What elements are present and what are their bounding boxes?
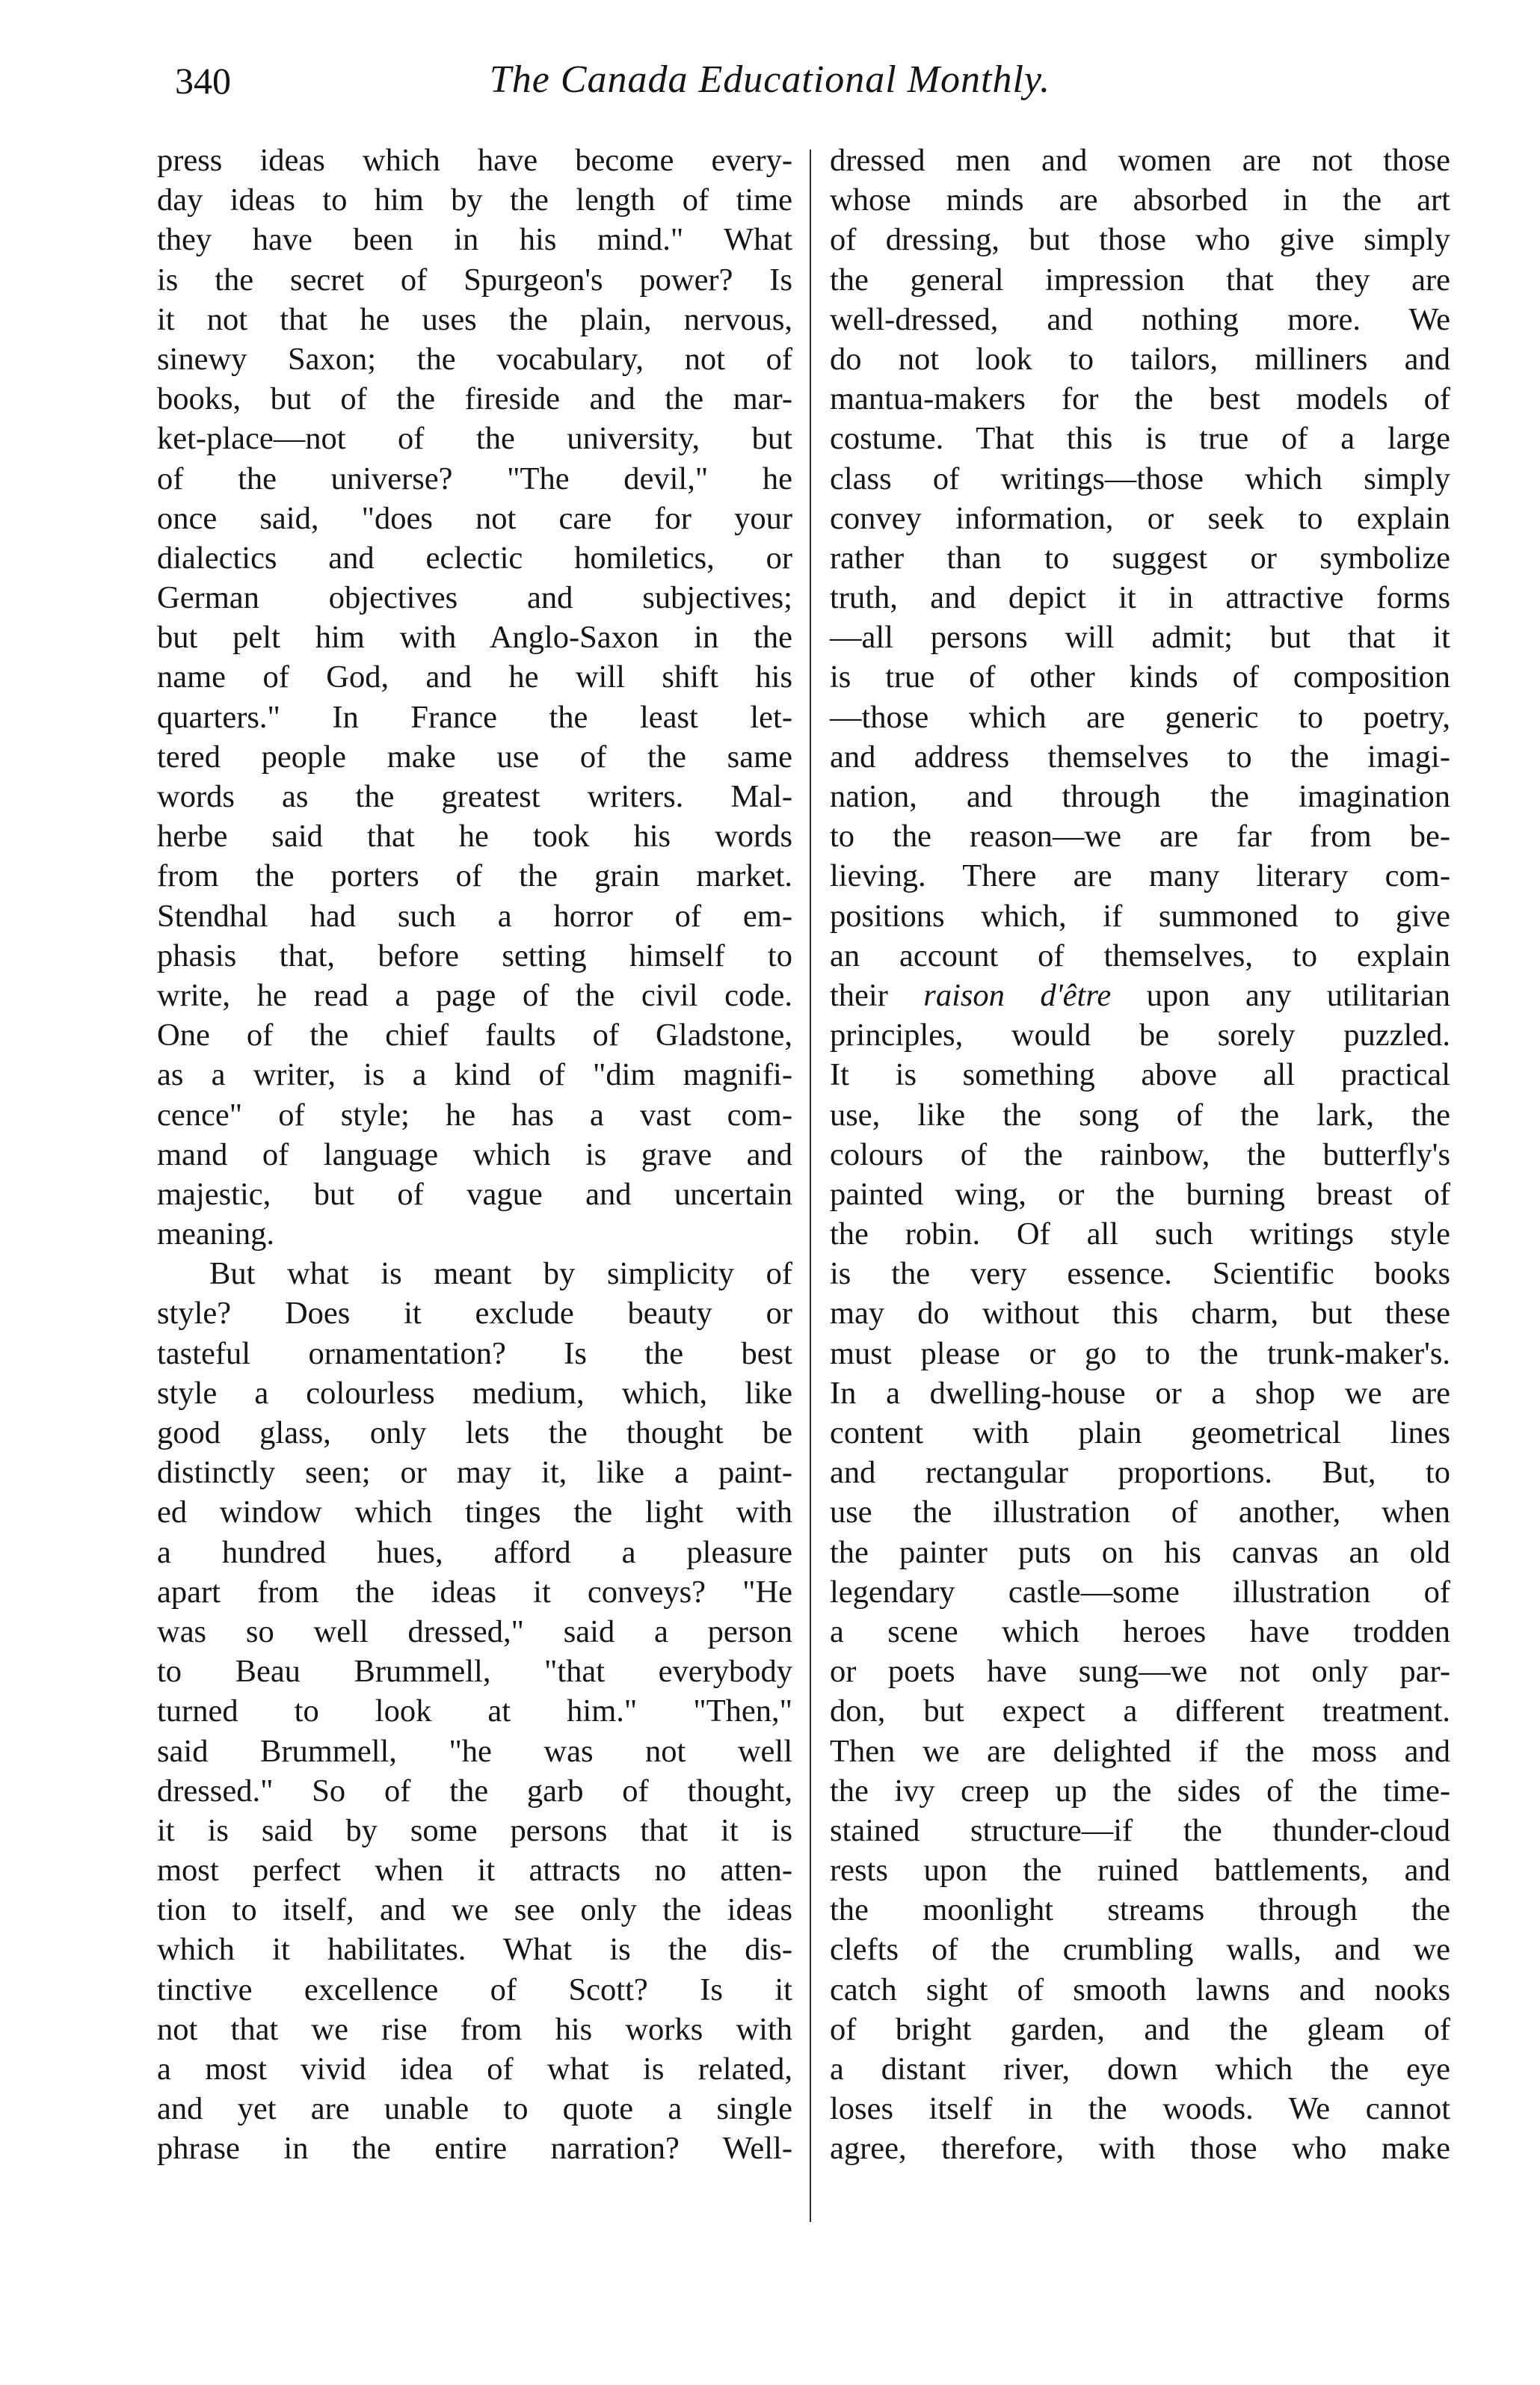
text-line: legendary castle—some illustration of — [830, 1574, 1450, 1610]
text-line: well-dressed, and nothing more. We — [830, 301, 1450, 337]
text-line: and address themselves to the imagi- — [830, 739, 1450, 775]
text-line: German objectives and subjectives; — [157, 580, 792, 616]
text-line: not that we rise from his works with — [157, 2011, 792, 2047]
text-line: the ivy creep up the sides of the time- — [830, 1773, 1450, 1809]
text-line: good glass, only lets the thought be — [157, 1415, 792, 1450]
text-line: dialectics and eclectic homiletics, or — [157, 540, 792, 576]
text-line: clefts of the crumbling walls, and we — [830, 1932, 1450, 1968]
text-line: name of God, and he will shift his — [157, 659, 792, 695]
text-line: rests upon the ruined battlements, and — [830, 1853, 1450, 1889]
text-line: colours of the rainbow, the butterfly's — [830, 1136, 1450, 1172]
text-line: write, he read a page of the civil code. — [157, 977, 792, 1013]
text-line: the robin. Of all such writings style — [830, 1216, 1450, 1252]
text-line: It is something above all practical — [830, 1057, 1450, 1093]
text-line: tion to itself, and we see only the ideas — [157, 1892, 792, 1928]
text-line: —all persons will admit; but that it — [830, 620, 1450, 656]
text-line: agree, therefore, with those who make — [830, 2131, 1450, 2167]
text-line: to Beau Brummell, "that everybody — [157, 1654, 792, 1690]
text-line: meaning. — [157, 1216, 274, 1252]
text-line: dressed men and women are not those — [830, 143, 1450, 178]
text-line: apart from the ideas it conveys? "He — [157, 1574, 792, 1610]
text-line: an account of themselves, to explain — [830, 938, 1450, 973]
text-line: is the secret of Spurgeon's power? Is — [157, 262, 792, 298]
text-line: most perfect when it attracts no atten- — [157, 1853, 792, 1889]
text-line: their raison d'être upon any utilitarian — [830, 977, 1450, 1013]
text-line: class of writings—those which simply — [830, 461, 1450, 496]
text-line: Stendhal had such a horror of em- — [157, 898, 792, 934]
text-line: truth, and depict it in attractive forms — [830, 580, 1450, 616]
text-line: must please or go to the trunk-maker's. — [830, 1335, 1450, 1371]
text-line: tasteful ornamentation? Is the best — [157, 1335, 792, 1371]
text-line: use the illustration of another, when — [830, 1495, 1450, 1530]
text-line: of dressing, but those who give simply — [830, 222, 1450, 258]
right-column — [830, 141, 1450, 2169]
running-title: The Canada Educational Monthly. — [489, 58, 1051, 101]
text-line: lieving. There are many literary com- — [830, 858, 1450, 894]
text-line: the moonlight streams through the — [830, 1892, 1450, 1928]
text-line: Then we are delighted if the moss and — [830, 1733, 1450, 1769]
text-line: style? Does it exclude beauty or — [157, 1296, 792, 1332]
text-line: distinctly seen; or may it, like a paint- — [157, 1455, 792, 1491]
text-line: they have been in his mind." What — [157, 222, 792, 258]
text-line: from the porters of the grain market. — [157, 858, 792, 894]
text-line: to the reason—we are far from be- — [830, 819, 1450, 855]
column-divider — [810, 150, 811, 2222]
text-line: and rectangular proportions. But, to — [830, 1455, 1450, 1491]
text-line: herbe said that he took his words — [157, 819, 792, 855]
text-line: convey information, or seek to explain — [830, 500, 1450, 536]
text-line: is the very essence. Scientific books — [830, 1256, 1450, 1292]
text-line: ed window which tinges the light with — [157, 1495, 792, 1530]
text-line: principles, would be sorely puzzled. — [830, 1018, 1450, 1053]
left-column — [157, 141, 792, 2169]
text-line: the painter puts on his canvas an old — [830, 1534, 1450, 1570]
text-line: content with plain geometrical lines — [830, 1415, 1450, 1450]
text-line: of bright garden, and the gleam of — [830, 2011, 1450, 2047]
text-line: ket-place—not of the university, but — [157, 421, 792, 457]
text-line: painted wing, or the burning breast of — [830, 1176, 1450, 1212]
text-line: catch sight of smooth lawns and nooks — [830, 1972, 1450, 2007]
text-line: positions which, if summoned to give — [830, 898, 1450, 934]
text-line: is true of other kinds of composition — [830, 659, 1450, 695]
page-number: 340 — [175, 60, 231, 102]
text-line: the general impression that they are — [830, 262, 1450, 298]
text-line: may do without this charm, but these — [830, 1296, 1450, 1332]
text-line: day ideas to him by the length of time — [157, 182, 792, 218]
text-line: it not that he uses the plain, nervous, — [157, 301, 792, 337]
text-line: loses itself in the woods. We cannot — [830, 2091, 1450, 2127]
text-line: nation, and through the imagination — [830, 779, 1450, 814]
text-line: phasis that, before setting himself to — [157, 938, 792, 973]
text-line: a hundred hues, afford a pleasure — [157, 1534, 792, 1570]
text-line: mantua-makers for the best models of — [830, 381, 1450, 417]
text-line: was so well dressed," said a person — [157, 1613, 792, 1649]
text-line: a scene which heroes have trodden — [830, 1613, 1450, 1649]
text-line: sinewy Saxon; the vocabulary, not of — [157, 341, 792, 377]
text-line: do not look to tailors, milliners and — [830, 341, 1450, 377]
text-line: said Brummell, "he was not well — [157, 1733, 792, 1769]
text-line: a distant river, down which the eye — [830, 2052, 1450, 2087]
text-line: costume. That this is true of a large — [830, 421, 1450, 457]
text-line: —those which are generic to poetry, — [830, 699, 1450, 735]
text-line: books, but of the fireside and the mar- — [157, 381, 792, 417]
text-line: it is said by some persons that it is — [157, 1812, 792, 1848]
text-line: One of the chief faults of Gladstone, — [157, 1018, 792, 1053]
text-line: cence" of style; he has a vast com- — [157, 1097, 792, 1133]
text-line: tinctive excellence of Scott? Is it — [157, 1972, 792, 2007]
text-line: once said, "does not care for your — [157, 500, 792, 536]
text-line: mand of language which is grave and — [157, 1136, 792, 1172]
text-line: In a dwelling-house or a shop we are — [830, 1375, 1450, 1411]
text-line: use, like the song of the lark, the — [830, 1097, 1450, 1133]
text-line: whose minds are absorbed in the art — [830, 182, 1450, 218]
text-line: but pelt him with Anglo-Saxon in the — [157, 620, 792, 656]
text-line: words as the greatest writers. Mal- — [157, 779, 792, 814]
text-line: tered people make use of the same — [157, 739, 792, 775]
text-line: as a writer, is a kind of "dim magnifi- — [157, 1057, 792, 1093]
text-line: quarters." In France the least let- — [157, 699, 792, 735]
text-line: phrase in the entire narration? Well- — [157, 2131, 792, 2167]
text-line: press ideas which have become every- — [157, 143, 792, 178]
text-line: But what is meant by simplicity of — [209, 1256, 792, 1292]
text-line: of the universe? "The devil," he — [157, 461, 792, 496]
text-line: don, but expect a different treatment. — [830, 1693, 1450, 1729]
text-line: which it habilitates. What is the dis- — [157, 1932, 792, 1968]
text-line: a most vivid idea of what is related, — [157, 2052, 792, 2087]
text-line: rather than to suggest or symbolize — [830, 540, 1450, 576]
text-line: majestic, but of vague and uncertain — [157, 1176, 792, 1212]
text-line: or poets have sung—we not only par- — [830, 1654, 1450, 1690]
text-line: and yet are unable to quote a single — [157, 2091, 792, 2127]
text-line: style a colourless medium, which, like — [157, 1375, 792, 1411]
text-line: turned to look at him." "Then," — [157, 1693, 792, 1729]
text-line: stained structure—if the thunder-cloud — [830, 1812, 1450, 1848]
text-line: dressed." So of the garb of thought, — [157, 1773, 792, 1809]
